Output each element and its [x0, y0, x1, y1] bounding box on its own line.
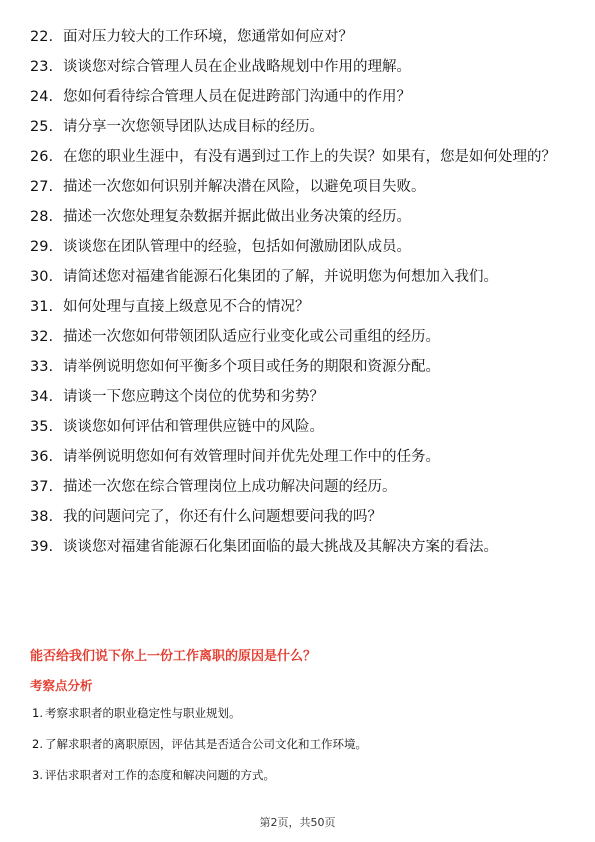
point-text: 了解求职者的离职原因，评估其是否适合公司文化和工作环境。	[45, 737, 367, 751]
list-item	[30, 327, 570, 348]
point-text: 评估求职者对工作的态度和解决问题的方式。	[45, 768, 275, 782]
question-text: 请举例说明您如何平衡多个项目或任务的期限和资源分配。	[63, 359, 440, 375]
question-text: 谈谈您对综合管理人员在企业战略规划中作用的理解。	[63, 59, 411, 75]
list-item	[30, 507, 570, 528]
question-number: 38.	[30, 509, 54, 525]
list-item	[30, 537, 570, 558]
question-number: 29.	[30, 239, 54, 255]
question-text: 请举例说明您如何有效管理时间并优先处理工作中的任务。	[63, 449, 440, 465]
list-item	[30, 27, 570, 48]
list-item	[30, 57, 570, 78]
question-list	[30, 27, 570, 567]
list-item	[30, 117, 570, 138]
question-number: 36.	[30, 449, 54, 465]
question-number: 39.	[30, 539, 54, 555]
question-text: 谈谈您对福建省能源石化集团面临的最大挑战及其解决方案的看法。	[63, 539, 498, 555]
list-item	[30, 477, 570, 498]
list-item	[30, 297, 570, 318]
analysis-list	[32, 705, 572, 798]
list-item	[30, 207, 570, 228]
question-text: 描述一次您如何带领团队适应行业变化或公司重组的经历。	[63, 329, 440, 345]
point-number: 1.	[32, 706, 43, 720]
question-number: 35.	[30, 419, 54, 435]
highlight-question: 能否给我们说下你上一份工作离职的原因是什么？	[30, 649, 317, 664]
question-number: 31.	[30, 299, 54, 315]
question-number: 30.	[30, 269, 54, 285]
question-text: 谈谈您在团队管理中的经验，包括如何激励团队成员。	[63, 239, 411, 255]
analysis-heading: 考察点分析	[30, 678, 93, 693]
list-item	[32, 705, 572, 721]
list-item	[30, 357, 570, 378]
question-number: 27.	[30, 179, 54, 195]
question-number: 22.	[30, 29, 54, 45]
question-text: 描述一次您处理复杂数据并据此做出业务决策的经历。	[63, 209, 411, 225]
list-item	[30, 87, 570, 108]
question-text: 谈谈您如何评估和管理供应链中的风险。	[63, 419, 324, 435]
question-number: 37.	[30, 479, 54, 495]
point-text: 考察求职者的职业稳定性与职业规划。	[45, 706, 241, 720]
question-text: 我的问题问完了，你还有什么问题想要问我的吗？	[63, 509, 382, 525]
point-number: 3.	[32, 768, 43, 782]
question-number: 25.	[30, 119, 54, 135]
list-item	[30, 267, 570, 288]
point-number: 2.	[32, 737, 43, 751]
question-text: 请分享一次您领导团队达成目标的经历。	[63, 119, 324, 135]
list-item	[30, 387, 570, 408]
question-text: 面对压力较大的工作环境，您通常如何应对？	[63, 29, 353, 45]
question-number: 32.	[30, 329, 54, 345]
question-text: 请简述您对福建省能源石化集团的了解，并说明您为何想加入我们。	[63, 269, 498, 285]
list-item	[32, 767, 572, 783]
question-number: 33.	[30, 359, 54, 375]
question-number: 23.	[30, 59, 54, 75]
list-item	[30, 447, 570, 468]
question-number: 24.	[30, 89, 54, 105]
list-item	[30, 147, 570, 168]
list-item	[32, 736, 572, 752]
question-text: 您如何看待综合管理人员在促进跨部门沟通中的作用？	[63, 89, 411, 105]
list-item	[30, 177, 570, 198]
question-text: 请谈一下您应聘这个岗位的优势和劣势？	[63, 389, 324, 405]
question-number: 26.	[30, 149, 54, 165]
list-item	[30, 417, 570, 438]
question-text: 如何处理与直接上级意见不合的情况？	[63, 299, 310, 315]
list-item	[30, 237, 570, 258]
question-text: 描述一次您如何识别并解决潜在风险，以避免项目失败。	[63, 179, 426, 195]
question-number: 34.	[30, 389, 54, 405]
question-text: 描述一次您在综合管理岗位上成功解决问题的经历。	[63, 479, 397, 495]
question-text: 在您的职业生涯中，有没有遇到过工作上的失误？如果有，您是如何处理的？	[63, 149, 556, 165]
question-number: 28.	[30, 209, 54, 225]
page-footer: 第2页，共50页	[259, 816, 336, 829]
